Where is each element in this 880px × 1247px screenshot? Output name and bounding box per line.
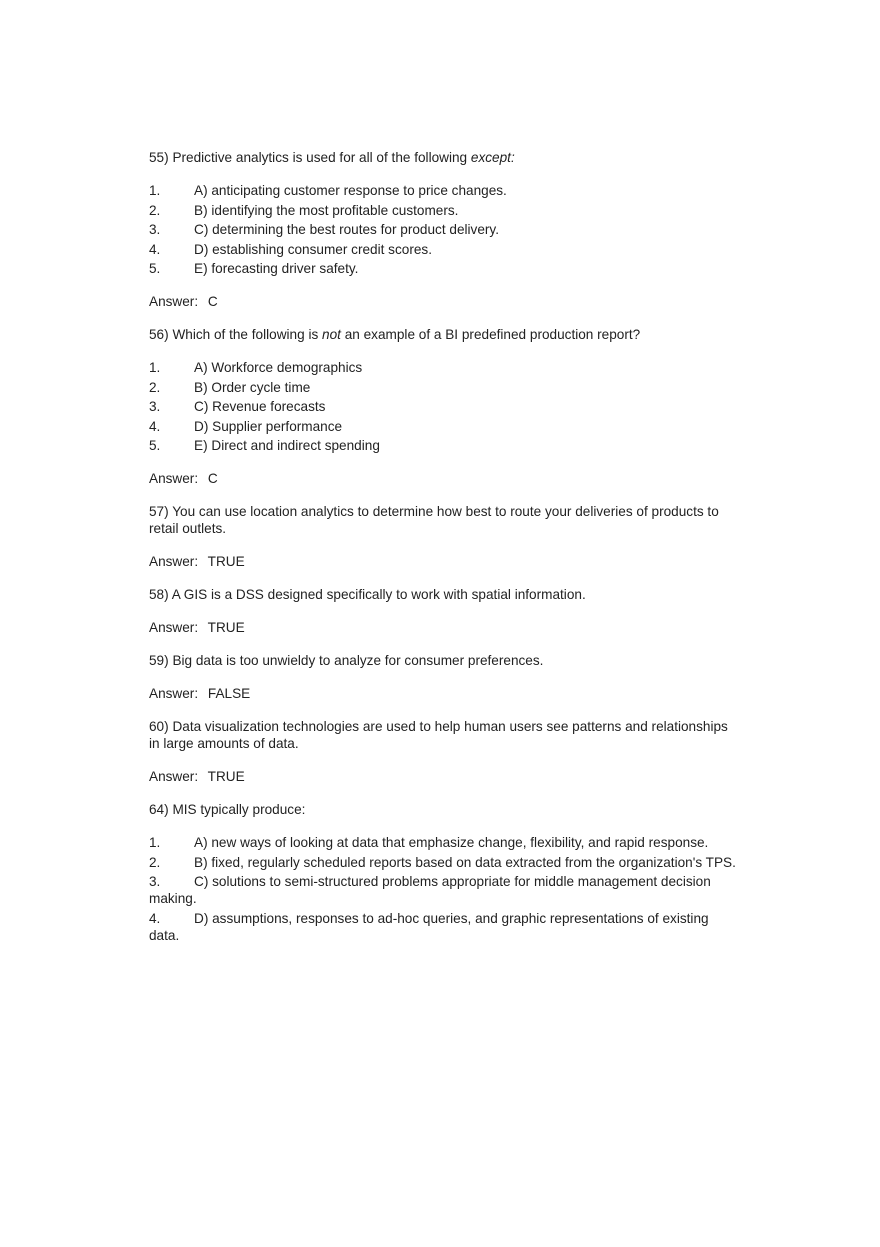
- option-number: 1.: [149, 835, 161, 850]
- question-number: 58): [149, 587, 169, 602]
- question-text: A GIS is a DSS designed specifically to work with spatial information.: [171, 587, 586, 602]
- option-number: 2.: [149, 202, 161, 218]
- option-item: [149, 910, 739, 944]
- question-number: 64): [149, 802, 169, 817]
- option-text: D) establishing consumer credit scores.: [194, 241, 432, 257]
- option-number: 4.: [149, 241, 161, 257]
- question-55: [149, 149, 739, 166]
- answer-value: C: [207, 471, 218, 486]
- answer-57: [149, 553, 739, 570]
- question-number: 59): [149, 653, 169, 668]
- option-number: 2.: [149, 379, 161, 395]
- option-text: C) determining the best routes for product delivery.: [194, 222, 499, 237]
- options-list-56: [149, 359, 739, 454]
- answer-value: C: [207, 294, 218, 309]
- answer-56: [149, 470, 739, 487]
- question-number: 55): [149, 150, 169, 165]
- question-number: 57): [149, 504, 169, 519]
- option-number: 4.: [149, 418, 161, 434]
- option-item: [149, 398, 739, 415]
- question-58: [149, 586, 739, 603]
- answer-value: TRUE: [207, 620, 245, 635]
- option-item: [149, 182, 739, 199]
- option-item: [149, 260, 739, 277]
- option-item: [149, 379, 739, 396]
- question-text: You can use location analytics to determine how best to route your deliveries of products to retail outlets.: [149, 504, 719, 536]
- answer-value: TRUE: [207, 554, 245, 569]
- option-text: C) solutions to semi-structured problems appropriate for middle management decision making.: [149, 874, 711, 906]
- question-number: 56): [149, 327, 169, 342]
- option-item: [149, 437, 739, 454]
- option-item: [149, 241, 739, 258]
- option-number: 3.: [149, 222, 161, 237]
- question-64: [149, 801, 739, 818]
- option-number: 3.: [149, 399, 161, 414]
- answer-label: Answer:: [149, 686, 199, 701]
- question-text: Which of the following is: [172, 327, 323, 342]
- options-list-55: [149, 182, 739, 277]
- question-text-after: an example of a BI predefined production report?: [340, 327, 641, 342]
- option-item: [149, 221, 739, 238]
- question-text: MIS typically produce:: [172, 802, 306, 817]
- option-number: 1.: [149, 360, 161, 375]
- answer-value: TRUE: [207, 769, 245, 784]
- option-text: B) Order cycle time: [194, 379, 311, 395]
- option-item: [149, 202, 739, 219]
- option-text: B) identifying the most profitable customers.: [194, 202, 459, 218]
- option-number: 5.: [149, 438, 161, 453]
- option-number: 3.: [149, 874, 161, 889]
- option-item: [149, 359, 739, 376]
- question-60: [149, 718, 739, 752]
- question-57: [149, 503, 739, 537]
- options-list-64: [149, 834, 739, 944]
- option-item: [149, 873, 739, 907]
- option-item: [149, 854, 739, 871]
- option-text: E) Direct and indirect spending: [194, 438, 380, 453]
- answer-label: Answer:: [149, 471, 199, 486]
- option-text: D) assumptions, responses to ad-hoc queries, and graphic representations of existing data.: [149, 910, 709, 943]
- answer-value: FALSE: [207, 686, 251, 701]
- answer-label: Answer:: [149, 769, 199, 784]
- question-emphasis: except:: [470, 150, 515, 165]
- question-text: Big data is too unwieldy to analyze for consumer preferences.: [172, 653, 544, 668]
- option-number: 2.: [149, 854, 161, 870]
- answer-55: [149, 293, 739, 310]
- question-59: [149, 652, 739, 669]
- answer-label: Answer:: [149, 294, 199, 309]
- question-number: 60): [149, 719, 169, 734]
- option-text: A) new ways of looking at data that emphasize change, flexibility, and rapid response.: [194, 835, 709, 850]
- option-item: [149, 418, 739, 435]
- option-text: A) Workforce demographics: [194, 360, 363, 375]
- answer-label: Answer:: [149, 554, 199, 569]
- answer-58: [149, 619, 739, 636]
- question-text: Predictive analytics is used for all of the following: [172, 150, 471, 165]
- option-number: 1.: [149, 183, 161, 198]
- option-number: 4.: [149, 910, 161, 926]
- answer-59: [149, 685, 739, 702]
- option-number: 5.: [149, 261, 161, 276]
- question-emphasis: not: [322, 327, 341, 342]
- answer-label: Answer:: [149, 620, 199, 635]
- question-text: Data visualization technologies are used to help human users see patterns and relationships in large amounts of data.: [149, 719, 728, 751]
- document-page: [149, 149, 739, 960]
- option-text: D) Supplier performance: [194, 418, 343, 434]
- question-56: [149, 326, 739, 343]
- answer-60: [149, 768, 739, 785]
- option-text: B) fixed, regularly scheduled reports based on data extracted from the organization's TPS.: [194, 854, 736, 870]
- option-text: A) anticipating customer response to price changes.: [194, 183, 507, 198]
- option-item: [149, 834, 739, 851]
- option-text: C) Revenue forecasts: [194, 399, 326, 414]
- option-text: E) forecasting driver safety.: [194, 261, 359, 276]
